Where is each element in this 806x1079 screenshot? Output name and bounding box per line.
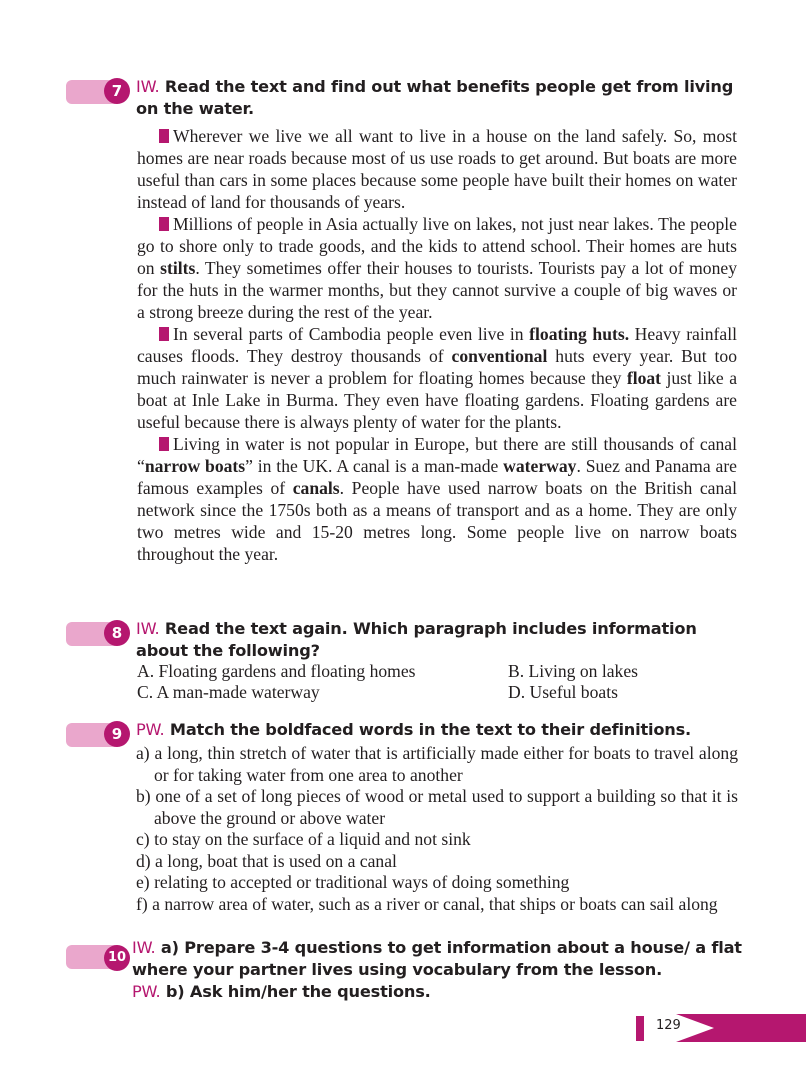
bold-word-floating-huts: floating huts. <box>529 324 630 344</box>
task-number-badge: 7 <box>104 78 130 104</box>
work-mode-label: IW. <box>136 77 160 96</box>
footer-accent-bar <box>636 1016 644 1041</box>
option-c: C. A man-made waterway <box>137 682 320 702</box>
task-number-badge: 10 <box>104 945 130 971</box>
task-8-instruction: IW. Read the text again. Which paragraph includes information about the following? <box>136 619 697 660</box>
task-9-instruction: PW. Match the boldfaced words in the text to their definitions. <box>136 720 691 739</box>
definition-a: a) a long, thin stretch of water that is artificially made either for boats to travel along or for taking water from one area to another <box>136 743 738 785</box>
option-d: D. Useful boats <box>508 682 618 702</box>
paragraph-1: Wherever we live we all want to live in a house on the land safely. So, most homes are near roads because most of us use roads to get around. But boats are more useful than cars in some places because some people have built their homes on water instead of land for thousands of years. <box>137 126 737 212</box>
work-mode-label: IW. <box>136 619 160 638</box>
paragraph-3: In several parts of Cambodia people even live in floating huts. Heavy rainfall causes floods. They destroy thousands of conventional huts every year. But too much rainwater is never a problem for floating homes because they float just like a boat at Inle Lake in Burma. They even have floating gardens. Floating gardens are useful because there is always plenty of water for the plants. <box>137 324 738 432</box>
paragraph-4: Living in water is not popular in Europe, but there are still thousands of canal “narrow boats” in the UK. A canal is a man-made waterway. Suez and Panama are famous examples of canals. People have used narrow boats on the British canal network since the 1750s both as a means of transport and as a home. They are only two metres wide and 15-20 metres long. Some people live on narrow boats throughout the year. <box>137 434 737 564</box>
work-mode-label: PW. <box>132 982 161 1001</box>
option-b: B. Living on lakes <box>508 661 638 681</box>
paragraph-marker-icon <box>159 217 169 231</box>
paragraph-2: Millions of people in Asia actually live on lakes, not just near lakes. The people go to shore only to trade goods, and the kids to attend school. Their homes are huts on stilts. They sometimes offer their houses to tourists. Tourists pay a lot of money for the huts in the warmer months, but they cannot survive a couple of big waves or a strong breeze during the rest of the year. <box>137 214 737 322</box>
option-a: A. Floating gardens and floating homes <box>137 661 416 681</box>
definition-f: f) a narrow area of water, such as a river or canal, that ships or boats can sail along <box>136 893 718 914</box>
task-8-options <box>137 661 737 703</box>
task-7 <box>66 76 746 120</box>
work-mode-label: IW. <box>132 938 156 957</box>
bold-word-canals: canals <box>292 478 340 498</box>
work-mode-label: PW. <box>136 720 165 739</box>
task-9 <box>66 719 746 741</box>
task-number-badge: 8 <box>104 620 130 646</box>
definition-e: e) relating to accepted or traditional ways of doing something <box>136 872 570 892</box>
paragraph-marker-icon <box>159 437 169 451</box>
bold-word-conventional: conventional <box>451 346 548 366</box>
bold-word-waterway: waterway <box>503 456 577 476</box>
bold-word-float: float <box>626 368 662 388</box>
page-arrow-icon <box>676 1014 806 1042</box>
paragraph-marker-icon <box>159 327 169 341</box>
task-10-instruction: IW. a) Prepare 3-4 questions to get information about a house/ a flat where your partner lives using vocabulary from the lesson. PW. b) Ask him/her the questions. <box>132 938 742 1001</box>
definition-c: c) to stay on the surface of a liquid and not sink <box>136 829 471 849</box>
bold-word-narrow-boats: narrow boats <box>144 456 246 476</box>
definition-d: d) a long, boat that is used on a canal <box>136 850 397 871</box>
task-8 <box>66 618 746 662</box>
paragraph-marker-icon <box>159 129 169 143</box>
task-10 <box>66 937 746 1003</box>
reading-text <box>137 125 737 565</box>
task-7-instruction: IW. Read the text and find out what benefits people get from living on the water. <box>136 77 734 118</box>
definition-b: b) one of a set of long pieces of wood or metal used to support a building so that it is above the ground or above water <box>136 786 738 828</box>
task-number-badge: 9 <box>104 721 130 747</box>
page-number: 129 <box>656 1018 681 1033</box>
task-9-definitions <box>136 743 738 915</box>
bold-word-stilts: stilts <box>160 258 196 278</box>
